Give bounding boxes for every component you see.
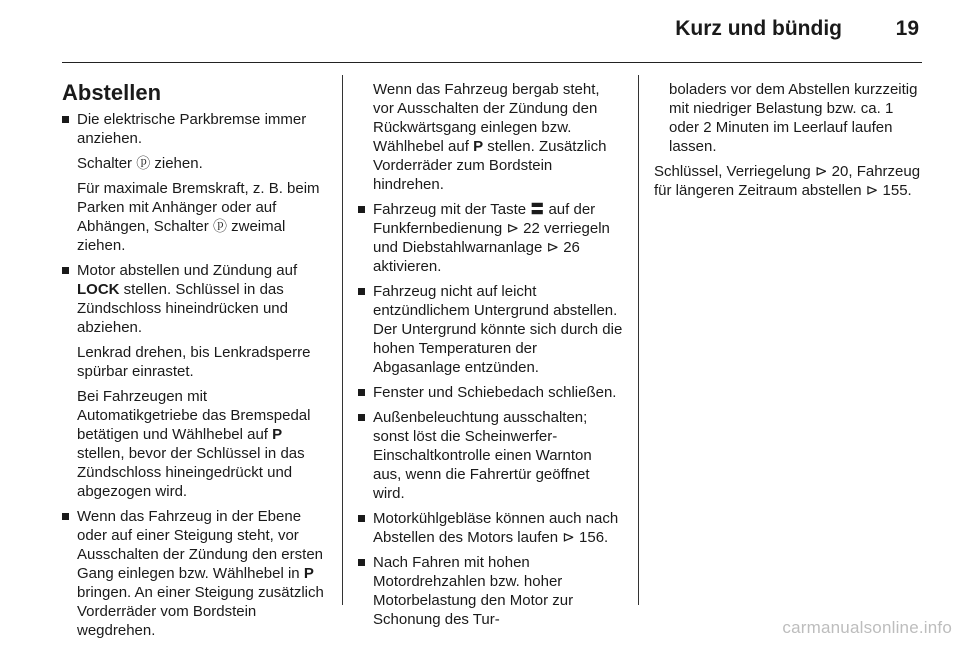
list-item: Außenbeleuchtung ausschalten; sonst löst die Scheinwerfer-Einschaltkontrolle einen Warnton aus, wenn die Fahrertür geöffnet wird. [358,408,624,503]
bullet-icon [358,288,365,295]
page-reference: ⊳ 155 [865,182,908,199]
list-item: Fenster und Schiebedach schließen. [358,383,624,402]
list-item: Fahrzeug nicht auf leicht entzündlichem Untergrund abstellen. Der Untergrund könnte sich durch die hohen Temperaturen der Abgasanlage entzünden. [358,282,624,377]
list-item: Motorkühlgebläse können auch nach Abstellen des Motors laufen ⊳ 156. [358,509,624,547]
page-reference: ⊳ 22 [506,220,540,237]
list-item: Motor abstellen und Zündung auf LOCK stellen. Schlüssel in das Zündschloss hineindrücken und abziehen. [62,261,328,337]
column-divider-2 [638,75,639,605]
bullet-icon [62,267,69,274]
bullet-icon [62,116,69,123]
column-1 [62,80,328,646]
list-item: Nach Fahren mit hohen Motordrehzahlen bzw. hoher Motorbelastung den Motor zur Schonung des Tur- [358,553,624,629]
bullet-icon [62,513,69,520]
bullet-icon [358,206,365,213]
parking-brake-icon: ⓟ [136,155,151,171]
page-header [62,0,922,63]
list-item: Die elektrische Parkbremse immer anziehen. [62,110,328,148]
bullet-icon [358,414,365,421]
bullet-icon [358,515,365,522]
paragraph: boladers vor dem Abstellen kurzzeitig mit niedriger Belastung bzw. ca. 1 oder 2 Minuten im Leerlauf laufen lassen. [669,81,918,155]
bullet-icon [358,559,365,566]
list-item: Fahrzeug mit der Taste 〓 auf der Funkfernbedienung ⊳ 22 verriegeln und Diebstahlwarnanlage ⊳ 26 aktivieren. [358,200,624,276]
paragraph: Schlüssel, Verriegelung ⊳ 20, Fahrzeug für längeren Zeitraum abstellen ⊳ 155. [654,163,921,199]
paragraph: Lenkrad drehen, bis Lenkradsperre spürbar einrastet. [77,344,311,380]
paragraph: Schalter ⓟ ziehen. [77,155,203,172]
bullet-icon [358,389,365,396]
list-item: Wenn das Fahrzeug in der Ebene oder auf einer Steigung steht, vor Ausschalten der Zündung den ersten Gang einlegen bzw. Wählhebel in P bringen. An einer Steigung zusätzlich Vorderräder vom Bordstein wegdrehen. [62,507,328,640]
chapter-title: Kurz und bündig [675,17,842,40]
section-title: Abstellen [62,80,162,105]
lock-key-icon: 〓 [530,201,545,217]
column-2 [358,80,624,635]
watermark: carmanualsonline.info [782,618,952,637]
parking-brake-icon: ⓟ [212,218,227,234]
column-3 [654,80,924,206]
paragraph: Für maximale Bremskraft, z. B. beim Parken mit Anhänger oder auf Abhängen, Schalter ⓟ zweimal ziehen. [77,180,320,254]
page-number: 19 [895,17,919,40]
page-reference: ⊳ 20 [814,163,849,180]
page-reference: ⊳ 156 [562,529,605,546]
paragraph: Bei Fahrzeugen mit Automatikgetriebe das Bremspedal betätigen und Wählhebel auf P stellen, bevor der Schlüssel in das Zündschloss hineingedrückt und abgezogen wird. [77,388,311,500]
column-divider-1 [342,75,343,605]
page-reference: ⊳ 26 [546,239,580,256]
paragraph: Wenn das Fahrzeug bergab steht, vor Ausschalten der Zündung den Rückwärtsgang einlegen bzw. Wählhebel auf P stellen. Zusätzlich Vorderräder zum Bordstein hindrehen. [373,81,607,193]
